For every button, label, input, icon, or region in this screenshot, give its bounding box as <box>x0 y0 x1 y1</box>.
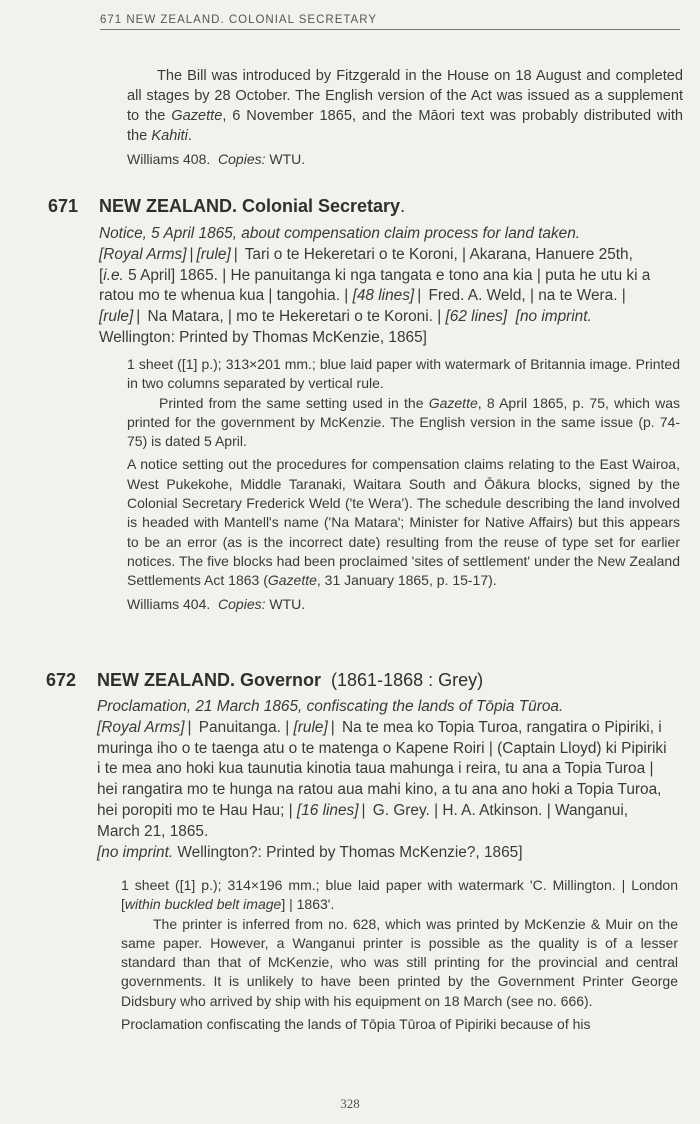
page-number: 328 <box>340 1096 360 1111</box>
entry-671-transcription: Notice, 5 April 1865, about compensation claim process for land taken. [Royal Arms] | [rule] | Tari o te Hekeretari o te Koroni, | Akarana, Hanuere 25th, [i.e. 5 April] 1865. | He panuitanga ki nga tangata e tono ana kia | puta he utu ki a ratou mo te whenua kua | tangohia. | [48 lines] | Fred. A. Weld, | na te Wera. | [rule] | Na Matara, | mo te Hekeretari o te Koroni. | [62 lines] [no imprint. Wellington: Printed by Thomas McKenzie, 1865] <box>99 225 651 346</box>
entry-672-number: 672 <box>46 670 77 690</box>
entry-671-number: 671 <box>48 196 79 216</box>
entry-671-heading: NEW ZEALAND. Colonial Secretary. <box>99 196 406 216</box>
entry-671-notes <box>127 355 680 614</box>
continuation-paragraph: The Bill was introduced by Fitzgerald in the House on 18 August and completed all stages by 28 October. The English version of the Act was issued as a supplement to the Gazette, 6 November 1865, and the Māori text was probably distributed with the Kahiti. <box>127 68 683 144</box>
entry-672-notes <box>121 876 678 1034</box>
entry-672-heading: NEW ZEALAND. Governor (1861-1868 : Grey) <box>97 670 484 690</box>
entry-672-note-2: Proclamation confiscating the lands of Tōpia Tūroa of Pipiriki because of his <box>121 1016 591 1033</box>
entry-671-note-1: Printed from the same setting used in the Gazette, 8 April 1865, p. 75, which was printed for the government by McKenzie. The English version in the same issue (p. 74-75) is dated 5 April. <box>127 394 681 450</box>
entry-671-physical: 1 sheet ([1] p.); 313×201 mm.; blue laid paper with watermark of Britannia image. Printed in two columns separated by vertical rule. <box>127 356 680 392</box>
entry-671-note-2: A notice setting out the procedures for compensation claims relating to the East Wairoa, West Pukekohe, Middle Taranaki, Waitara South and Ōākura blocks, signed by the Colonial Secretary Frederick Weld ('te Wera'). The schedule describing the land involved is headed with Mantell's name ('Na Matara'; Minister for Native Affairs) but this appears to be an error (as is the incorrect date) resulting from the reuse of type set for earlier notices. The five blocks had been proclaimed 'sites of settlement' under the New Zealand Settlements Act 1863 (Gazette, 31 January 1865, p. 15-17). <box>127 456 680 589</box>
entry-671-reference: Williams 404. Copies: WTU. <box>127 595 306 612</box>
continuation-reference: Williams 408. Copies: WTU. <box>127 151 306 167</box>
continuation-block <box>127 66 683 169</box>
running-head: 671 NEW ZEALAND. COLONIAL SECRETARY <box>100 14 680 30</box>
entry-672-transcription: Proclamation, 21 March 1865, confiscating the lands of Tōpia Tūroa. [Royal Arms] | Panuitanga. | [rule] | Na te mea ko Topia Turoa, rangatira o Pipiriki, i muringa iho o te taenga atu o te matenga o Kapene Roiri | (Captain Lloyd) ki Pipiriki i te mea ano hoki kua taunutia kinotia taua mahunga i reira, tu ana a Topia Turoa | hei rangatira mo te hunga na ratou aua mahi kino, a tu ana ano hoki a Topia Turoa, hei poropiti mo te Hau Hau; | [16 lines] | G. Grey. | H. A. Atkinson. | Wanganui, March 21, 1865. [no imprint. Wellington?: Printed by Thomas McKenzie?, 1865] <box>97 698 667 861</box>
entry-672-physical: 1 sheet ([1] p.); 314×196 mm.; blue laid paper with watermark 'C. Millington. | London [within buckled belt image] | 1863'. <box>121 877 679 913</box>
entry-672-note-1: The printer is inferred from no. 628, which was printed by McKenzie & Muir on the same paper. However, a Wanganui printer is possible as the quality is of a lesser standard than that of McKenzie, who was still printing for the provincial and central governments. It is unlikely to have been printed by the Government Printer George Didsbury who arrived by ship with his equipment on 18 March (see no. 666). <box>121 915 678 1009</box>
